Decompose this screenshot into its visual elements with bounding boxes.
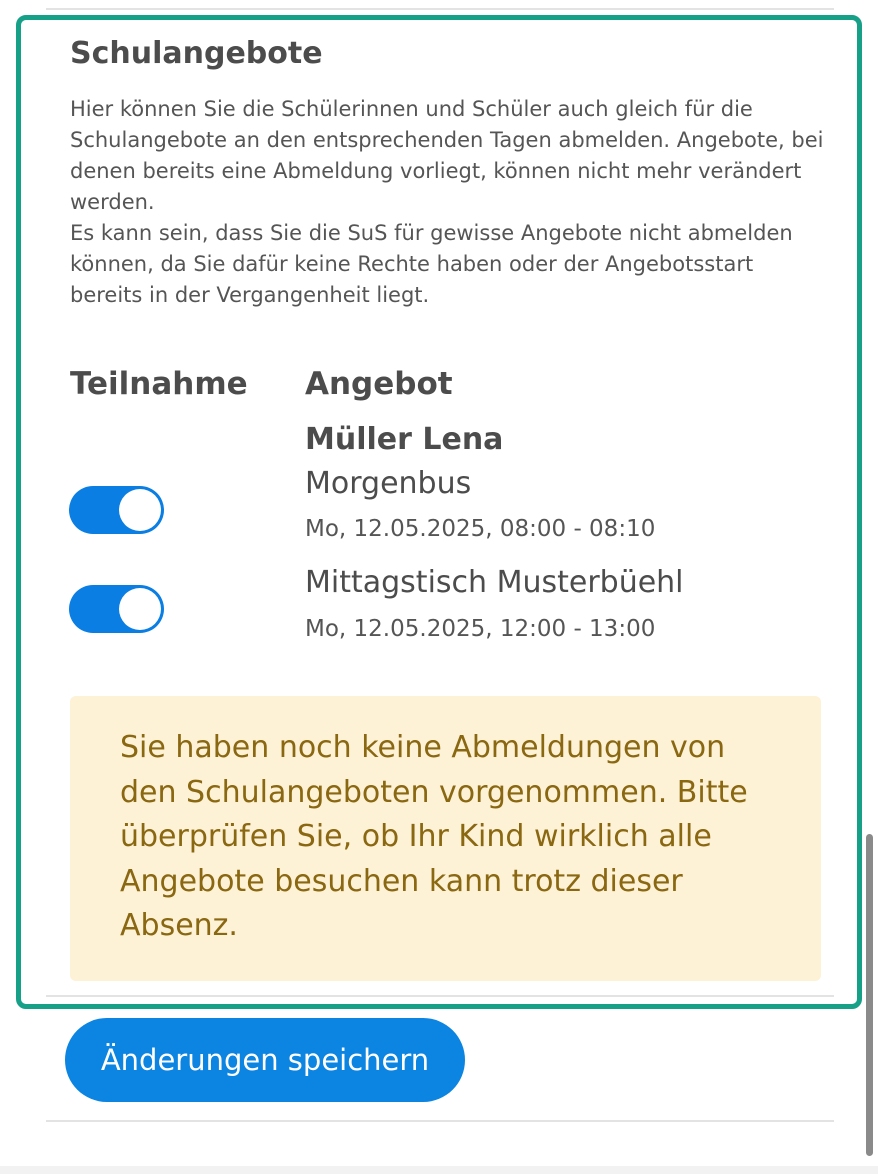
description-paragraph-2: Es kann sein, dass Sie die SuS für gewisse Angebote nicht abmelden können, da Sie dafür keine Rechte haben oder der Angebotsstart bereits in der Vergangenheit liegt.: [70, 221, 793, 307]
description-paragraph-1: Hier können Sie die Schülerinnen und Schüler auch gleich für die Schulangebote an den entsprechenden Tagen abmelden. Angebote, bei denen bereits eine Abmeldung vorliegt, können nicht mehr verändert werden.: [70, 97, 824, 214]
offer-datetime-morgenbus: Mo, 12.05.2025, 08:00 - 08:10: [305, 516, 656, 542]
offer-name-mittagstisch: Mittagstisch Musterbüehl: [305, 565, 684, 600]
person-name: Müller Lena: [305, 422, 504, 457]
participation-toggle-morgenbus[interactable]: [69, 486, 164, 534]
offer-name-morgenbus: Morgenbus: [305, 466, 472, 501]
divider-bottom: [46, 1120, 834, 1122]
bottom-edge: [0, 1166, 878, 1174]
save-changes-button[interactable]: Änderungen speichern: [65, 1018, 465, 1102]
section-description: [70, 94, 830, 311]
schulangebote-panel: [16, 15, 862, 1009]
section-title: Schulangebote: [70, 36, 323, 71]
column-header-participation: Teilnahme: [70, 366, 248, 402]
column-header-offer: Angebot: [305, 366, 453, 402]
toggle-knob: [119, 489, 161, 531]
scrollbar-thumb[interactable]: [866, 834, 873, 1156]
warning-notice: Sie haben noch keine Abmeldungen von den Schulangeboten vorgenommen. Bitte überprüfen Sie, ob Ihr Kind wirklich alle Angebote besuchen kann trotz dieser Absenz.: [70, 696, 821, 981]
toggle-knob: [119, 588, 161, 630]
offer-datetime-mittagstisch: Mo, 12.05.2025, 12:00 - 13:00: [305, 616, 656, 642]
divider-middle: [46, 995, 834, 997]
participation-toggle-mittagstisch[interactable]: [69, 585, 164, 633]
divider-top: [46, 8, 834, 10]
